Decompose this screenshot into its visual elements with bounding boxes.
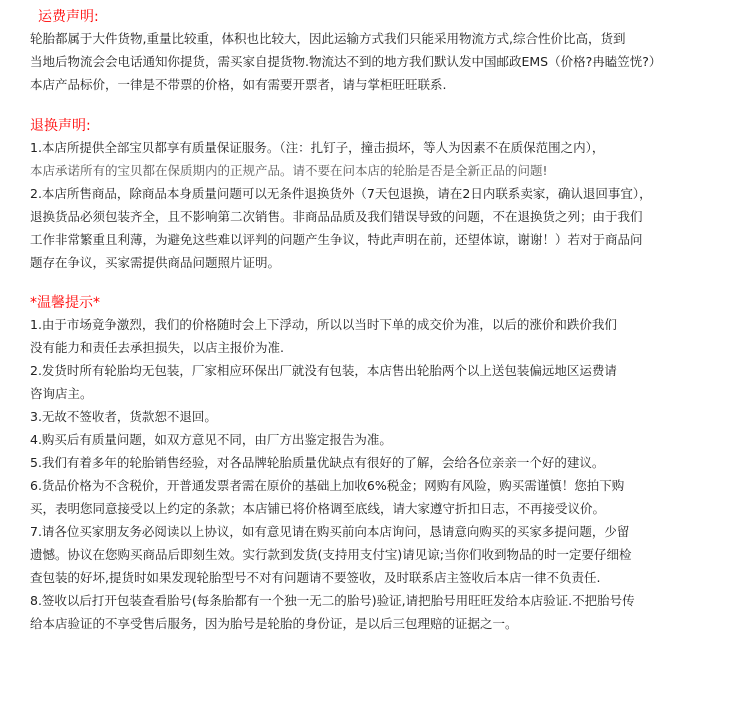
tips-line-10: 7.请各位买家朋友务必阅读以上协议，如有意见请在购买前向本店询问，恳请意向购买的买家多提问题，少留 — [30, 524, 630, 539]
tips-line-2: 没有能力和责任去承担损失，以店主报价为准. — [30, 340, 284, 355]
shipping-statement-section — [30, 8, 742, 96]
tips-line-4: 咨询店主。 — [30, 386, 93, 401]
tips-section — [30, 294, 742, 635]
tips-line-9: 买，表明您同意接受以上约定的条款；本店铺已将价格调至底线，请大家遵守折扣日志，不再接受议价。 — [30, 501, 606, 516]
shipping-line-1: 轮胎都属于大件货物,重量比较重，体积也比较大，因此运输方式我们只能采用物流方式,综合性价比高，货到 — [30, 31, 626, 46]
tips-line-1: 1.由于市场竟争激烈，我们的价格随时会上下浮动，所以以当时下单的成交价为准，以后的涨价和跌价我们 — [30, 317, 617, 332]
tips-line-6: 4.购买后有质量问题，如双方意见不同，由厂方出鉴定报告为准。 — [30, 432, 392, 447]
tips-line-5: 3.无故不签收者，货款恕不退回。 — [30, 409, 217, 424]
tips-line-12: 查包装的好坏,提货时如果发现轮胎型号不对有问题请不要签收，及时联系店主签收后本店一律不负责任. — [30, 570, 601, 585]
tips-line-3: 2.发货时所有轮胎均无包装，厂家相应环保出厂就没有包装，本店售出轮胎两个以上送包装偏远地区运费请 — [30, 363, 617, 378]
tips-line-14: 给本店验证的不享受售后服务，因为胎号是轮胎的身份证，是以后三包理赔的证据之一。 — [30, 616, 518, 631]
return-line-1: 1.本店所提供全部宝贝都享有质量保证服务。（注：扎钉子，撞击损坏，等人为因素不在质保范围之内）， — [30, 140, 605, 155]
tips-line-13: 8.签收以后打开包装查看胎号(每条胎都有一个独一无二的胎号)验证,请把胎号用旺旺发给本店验证.不把胎号传 — [30, 593, 635, 608]
tips-title: *温馨提示* — [30, 295, 100, 311]
return-line-5: 工作非常繁重且利薄，为避免这些难以评判的问题产生争议，特此声明在前，还望体谅，谢谢！）若对于商品问 — [30, 232, 643, 247]
return-line-2: 本店承诺所有的宝贝都在保质期内的正规产品。请不要在问本店的轮胎是否是全新正品的问题! — [30, 163, 548, 178]
shipping-statement-title: 运费声明: — [38, 9, 99, 25]
return-line-3: 2.本店所售商品，除商品本身质量问题可以无条件退换货外（7天包退换，请在2日内联系卖家，确认退回事宜）， — [30, 186, 652, 201]
shipping-line-2: 当地后物流会会电话通知你提货，需买家自提货物.物流达不到的地方我们默认发中国邮政EMS（价格?冉瞌笠恍?） — [30, 54, 662, 69]
tips-line-11: 遗憾。协议在您购买商品后即刻生效。实行款到发货(支持用支付宝)请见谅;当你们收到物品的时一定要仔细检 — [30, 547, 632, 562]
return-line-6: 题存在争议，买家需提供商品问题照片证明。 — [30, 255, 281, 270]
tips-line-7: 5.我们有着多年的轮胎销售经验，对各品牌轮胎质量优缺点有很好的了解，会给各位亲亲一个好的建议。 — [30, 455, 605, 470]
shipping-line-3: 本店产品标价，一律是不带票的价格，如有需要开票者，请与掌柜旺旺联系. — [30, 77, 447, 92]
return-line-4: 退换货品必须包装齐全，且不影响第二次销售。非商品品质及我们错误导致的问题，不在退换货之列；由于我们 — [30, 209, 643, 224]
return-statement-section — [30, 117, 742, 274]
return-statement-title: 退换声明: — [30, 118, 91, 134]
tips-line-8: 6.货品价格为不含税价，开普通发票者需在原价的基础上加收6%税金；网购有风险，购买需谨慎！您拍下购 — [30, 478, 625, 493]
